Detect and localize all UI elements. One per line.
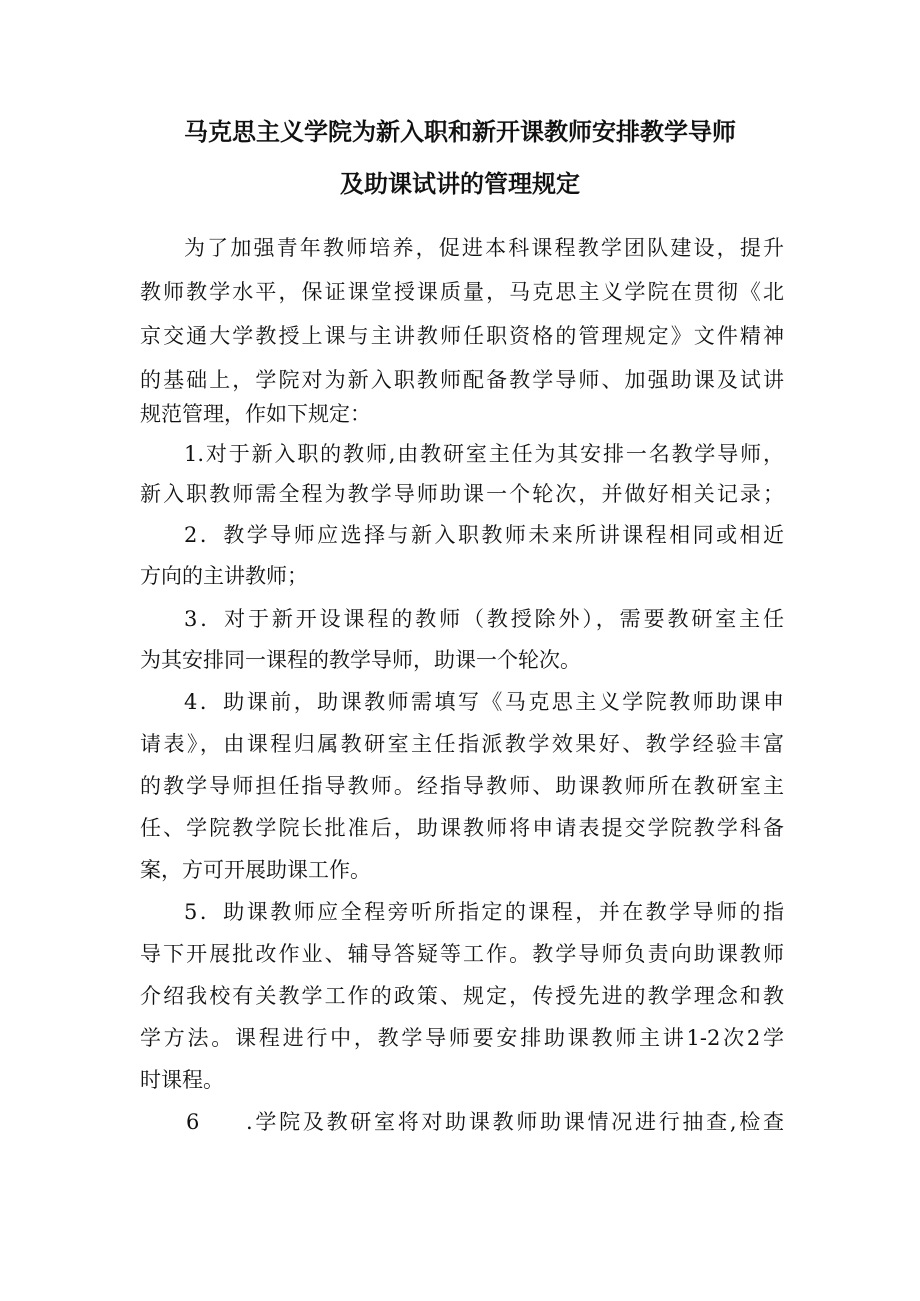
item-5-line: 导下开展批改作业、辅导答疑等工作。教学导师负责向助课教师 <box>140 942 784 966</box>
item-1-line: 1.对于新入职的教师,由教研室主任为其安排一名教学导师， <box>184 442 784 466</box>
intro-line: 教师教学水平，保证课堂授课质量，马克思主义学院在贯彻《北 <box>140 280 784 304</box>
item-4-line: 4．助课前，助课教师需填写《马克思主义学院教师助课申 <box>184 690 784 714</box>
item-5-line: 学方法。课程进行中，教学导师要安排助课教师主讲1-2次2学 <box>140 1026 784 1050</box>
item-3-line: 为其安排同一课程的教学导师，助课一个轮次。 <box>140 648 581 672</box>
item-4-line: 的教学导师担任指导教师。经指导教师、助课教师所在教研室主 <box>140 774 784 798</box>
item-5-line: 介绍我校有关教学工作的政策、规定，传授先进的教学理念和教 <box>140 984 784 1008</box>
item-5-line: 时课程。 <box>140 1068 224 1092</box>
item-4-line: 案，方可开展助课工作。 <box>140 858 371 882</box>
item-4-line: 请表》，由课程归属教研室主任指派教学效果好、教学经验丰富 <box>140 732 784 756</box>
item-6-line: .学院及教研室将对助课教师助课情况进行抽查,检查 <box>246 1110 784 1134</box>
intro-line: 的基础上，学院对为新入职教师配备教学导师、加强助课及试讲 <box>140 368 784 392</box>
document-title-line-1: 马克思主义学院为新入职和新开课教师安排教学导师 <box>184 118 736 146</box>
item-2-line: 2．教学导师应选择与新入职教师未来所讲课程相同或相近 <box>184 523 784 547</box>
document-title-line-2: 及助课试讲的管理规定 <box>340 170 580 198</box>
intro-line: 为了加强青年教师培养，促进本科课程教学团队建设，提升 <box>184 236 784 260</box>
item-1-line: 新入职教师需全程为教学导师助课一个轮次，并做好相关记录； <box>140 482 784 506</box>
item-6-number: 6 <box>186 1110 200 1134</box>
item-5-line: 5．助课教师应全程旁听所指定的课程，并在教学导师的指 <box>184 900 784 924</box>
intro-line: 京交通大学教授上课与主讲教师任职资格的管理规定》文件精神 <box>140 324 784 348</box>
item-2-line: 方向的主讲教师； <box>140 564 308 588</box>
item-4-line: 任、学院教学院长批准后，助课教师将申请表提交学院教学科备 <box>140 816 784 840</box>
intro-line: 规范管理，作如下规定： <box>140 402 371 426</box>
item-3-line: 3．对于新开设课程的教师（教授除外），需要教研室主任 <box>184 607 784 631</box>
